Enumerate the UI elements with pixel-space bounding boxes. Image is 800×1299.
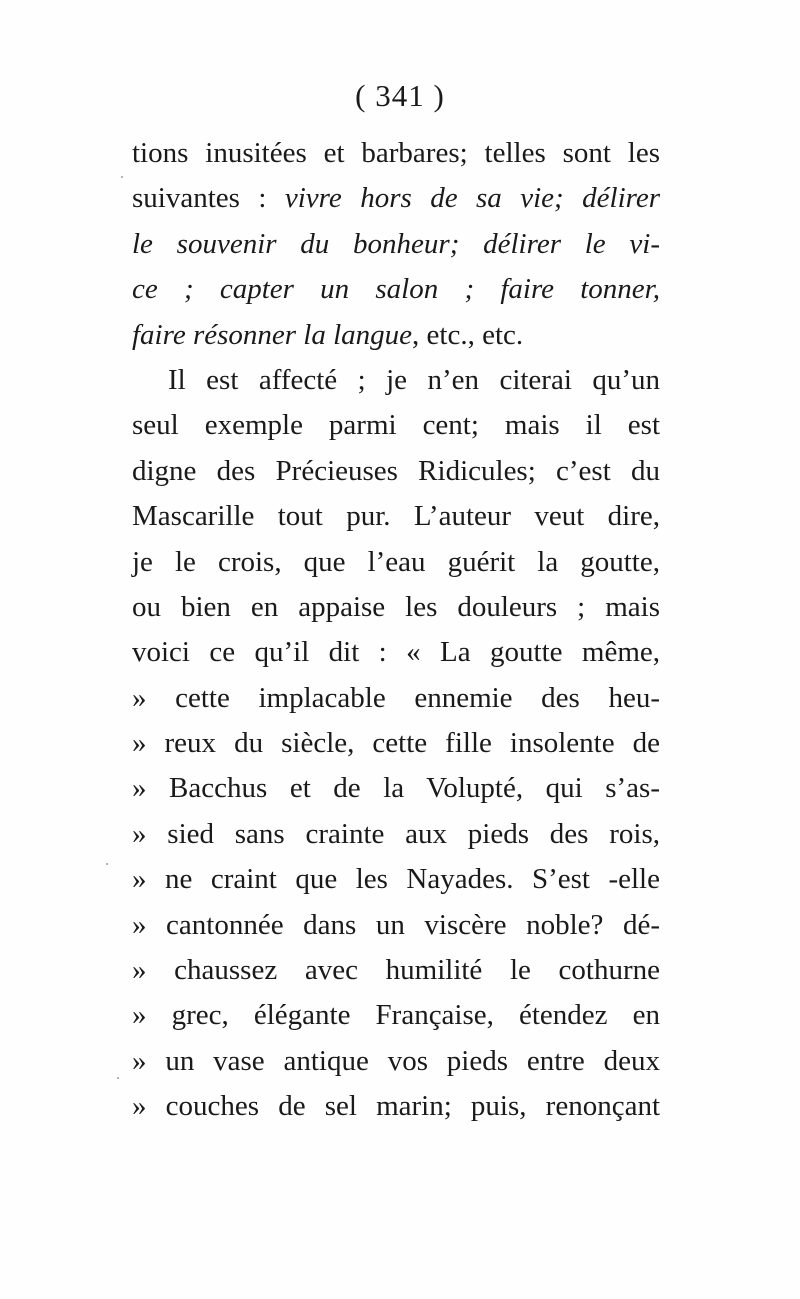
text-line [132,676,660,721]
text-line [132,766,660,811]
text-segment: » Bacchus et de la Volupté, qui s’as- [132,772,660,805]
text-segment: tions inusitées et barbares; telles sont les [132,137,660,169]
paper-speck [121,176,123,178]
text-line [132,903,660,948]
text-line [132,1084,660,1129]
text-segment: seul exemple parmi cent; mais il est [132,409,660,442]
text-line [132,494,660,539]
text-line [132,449,660,494]
text-line [132,857,660,902]
text-line [132,585,660,630]
text-segment: » reux du siècle, cette fille insolente de [132,727,660,760]
paper-speck [106,863,108,865]
text-segment: voici ce qu’il dit : « La goutte même, [132,636,660,669]
text-line [132,540,660,585]
text-segment: » couches de sel marin; puis, renonçant [132,1090,660,1123]
text-line [132,948,660,993]
text-segment: Il est affecté ; je n’en citerai qu’un [168,363,660,396]
text-segment: digne des Précieuses Ridicules; c’est du [132,454,660,487]
text-segment: » cantonnée dans un viscère noble? dé- [132,908,660,941]
text-line [132,403,660,448]
italic-text: le souvenir du bonheur; délirer le vi- [132,227,660,260]
text-line [132,630,660,675]
text-line [132,176,660,221]
text-segment: » chaussez avec humilité le cothurne [132,954,660,987]
italic-text: ce ; capter un salon ; faire tonner, [132,273,660,306]
text-segment: » un vase antique vos pieds entre deux [132,1044,660,1077]
text-line [132,358,660,403]
page-number: ( 341 ) [355,78,445,113]
text-segment: » sied sans crainte aux pieds des rois, [132,817,660,850]
text-segment: ou bien en appaise les douleurs ; mais [132,590,660,623]
text-segment: , etc., etc. [412,318,524,351]
text-line [132,993,660,1038]
text-segment: suivantes : [132,182,285,215]
text-line [132,313,660,358]
body-text [132,131,660,1130]
text-segment: » cette implacable ennemie des heu- [132,681,660,714]
paper-speck [117,1077,119,1079]
text-line [132,222,660,267]
text-line [132,131,660,176]
text-line [132,1039,660,1084]
text-line [132,721,660,766]
text-line [132,812,660,857]
text-line [132,267,660,312]
text-segment: » ne craint que les Nayades. S’est -elle [132,863,660,896]
text-segment: Mascarille tout pur. L’auteur veut dire, [132,500,660,533]
italic-text: vivre hors de sa vie; délirer [284,182,660,215]
text-segment: » grec, élégante Française, étendez en [132,999,660,1032]
italic-text: faire résonner la langue [132,318,413,351]
text-segment: je le crois, que l’eau guérit la goutte, [132,545,660,578]
